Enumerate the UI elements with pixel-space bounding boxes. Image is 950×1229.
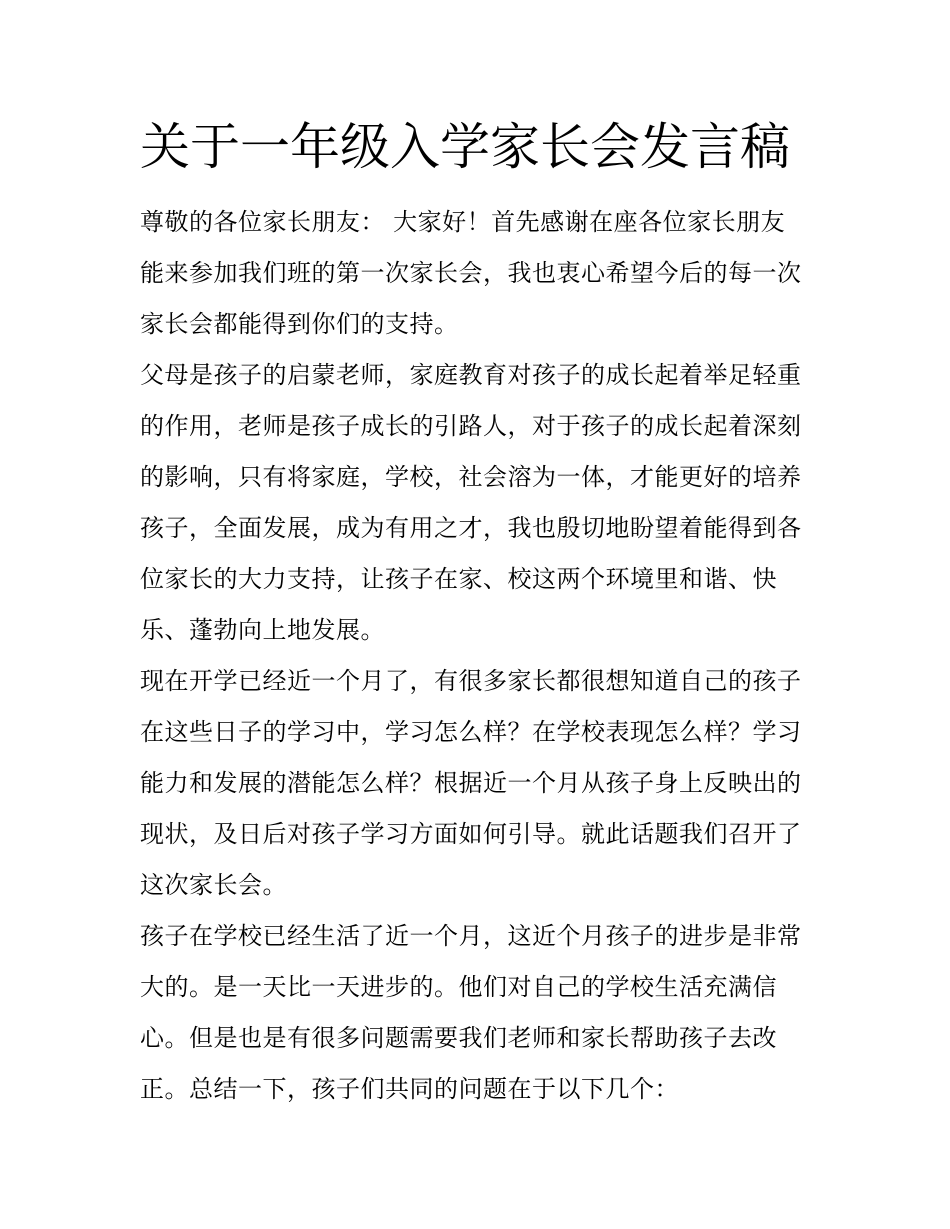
paragraph-parents-role bbox=[140, 350, 812, 656]
document-body bbox=[140, 197, 812, 1115]
text-line: 心。但是也是有很多问题需要我们老师和家长帮助孩子去改 bbox=[140, 1024, 777, 1052]
text-line: 这次家长会。 bbox=[140, 871, 287, 899]
text-line: 的影响，只有将家庭，学校，社会溶为一体，才能更好的培养 bbox=[140, 463, 802, 491]
text-line: 能来参加我们班的第一次家长会，我也衷心希望今后的每一次 bbox=[140, 259, 802, 287]
text-line: 乐、蓬勃向上地发展。 bbox=[140, 616, 385, 644]
text-line: 父母是孩子的启蒙老师，家庭教育对孩子的成长起着举足轻重 bbox=[140, 361, 802, 389]
text-line: 家长会都能得到你们的支持。 bbox=[140, 310, 459, 338]
text-line: 孩子在学校已经生活了近一个月，这近个月孩子的进步是非常 bbox=[140, 922, 802, 950]
text-line: 现在开学已经近一个月了，有很多家长都很想知道自己的孩子 bbox=[140, 667, 802, 695]
text-line: 尊敬的各位家长朋友： 大家好！首先感谢在座各位家长朋友 bbox=[140, 208, 786, 236]
text-line: 大的。是一天比一天进步的。他们对自己的学校生活充满信 bbox=[140, 973, 777, 1001]
paragraph-progress bbox=[140, 911, 812, 1115]
document-title: 关于一年级入学家长会发言稿 bbox=[140, 118, 790, 176]
paragraph-greeting bbox=[140, 197, 812, 350]
text-line: 能力和发展的潜能怎么样？根据近一个月从孩子身上反映出的 bbox=[140, 769, 802, 797]
text-line: 孩子，全面发展，成为有用之才，我也殷切地盼望着能得到各 bbox=[140, 514, 802, 542]
text-line: 位家长的大力支持，让孩子在家、校这两个环境里和谐、快 bbox=[140, 565, 777, 593]
paragraph-first-month bbox=[140, 656, 812, 911]
text-line: 正。总结一下，孩子们共同的问题在于以下几个： bbox=[140, 1075, 679, 1103]
text-line: 在这些日子的学习中，学习怎么样？在学校表现怎么样？学习 bbox=[140, 718, 802, 746]
text-line: 现状，及日后对孩子学习方面如何引导。就此话题我们召开了 bbox=[140, 820, 802, 848]
text-line: 的作用，老师是孩子成长的引路人，对于孩子的成长起着深刻 bbox=[140, 412, 802, 440]
